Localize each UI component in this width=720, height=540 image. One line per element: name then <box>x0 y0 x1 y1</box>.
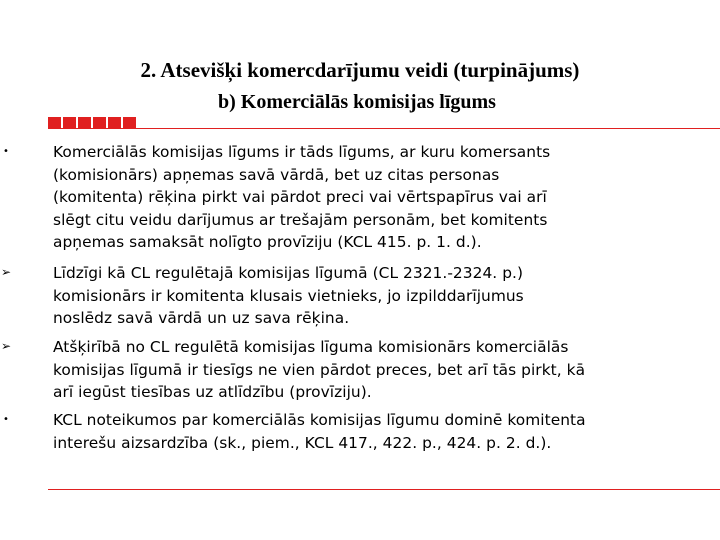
slide-title: 2. Atsevišķi komercdarījumu veidi (turpinājums) <box>140 58 580 82</box>
bullet-dot-icon: • <box>3 146 9 157</box>
accent-line <box>48 128 720 129</box>
arrow-bullet-icon: ➢ <box>0 339 12 353</box>
bullet-text: Līdzīgi kā CL regulētajā komisijas līgumā (CL 2321.-2324. p.) komisionārs ir komitenta klusais vietnieks, jo izpilddarījumus noslēdz savā vārdā un uz sava rēķina. <box>53 264 524 327</box>
bullet-text: Komerciālās komisijas līgums ir tāds līgums, ar kuru komersants (komisionārs) apņemas savā vārdā, bet uz citas personas (komitenta) rēķina pirkt vai pārdot preci vai vērtspapīrus vai arī slēgt citu veidu darījumus ar trešajām personām, bet komitents apņemas samaksāt nolīgto provīziju (KCL 415. p. 1. d.). <box>53 143 551 251</box>
footer-divider <box>48 489 720 490</box>
bullet-dot-icon: • <box>3 414 9 425</box>
arrow-bullet-icon: ➢ <box>0 265 12 279</box>
bullet-text: Atšķirībā no CL regulētā komisijas līguma komisionārs komerciālās komisijas līgumā ir tiesīgs ne vien pārdot preces, bet arī tās pirkt, kā arī iegūst tiesības uz atlīdzību (provīziju). <box>53 338 586 401</box>
title-accent-bar <box>48 117 720 129</box>
slide-subtitle: b) Komerciālās komisijas līgums <box>218 91 496 113</box>
bullet-text: KCL noteikumos par komerciālās komisijas līgumu dominē komitenta interešu aizsardzība (sk., piem., KCL 417., 422. p., 424. p. 2. d.). <box>53 411 586 452</box>
